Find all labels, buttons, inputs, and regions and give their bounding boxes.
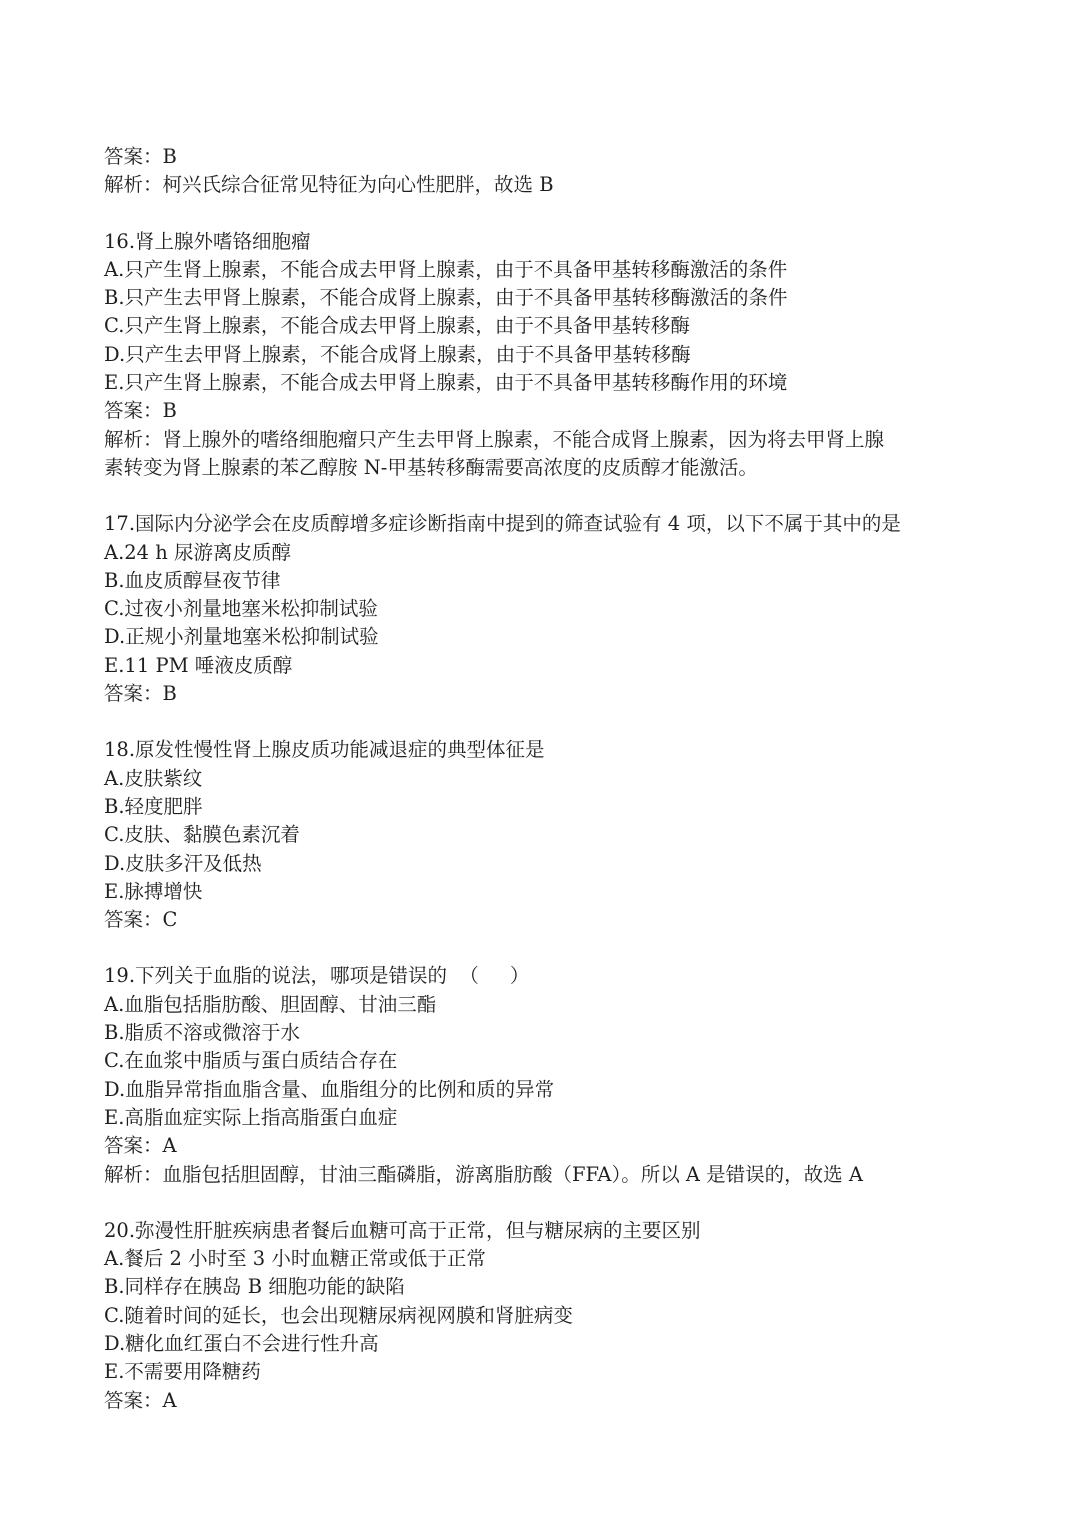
answer-line: 答案：C	[104, 908, 178, 932]
option-c: C.在血浆中脂质与蛋白质结合存在	[104, 1049, 398, 1073]
option-a: A.餐后 2 小时至 3 小时血糖正常或低于正常	[104, 1247, 486, 1271]
option-e: E.只产生肾上腺素，不能合成去甲肾上腺素，由于不具备甲基转移酶作用的环境	[104, 371, 788, 395]
option-b: B.同样存在胰岛 B 细胞功能的缺陷	[104, 1275, 405, 1299]
analysis-line: 解析：柯兴氏综合征常见特征为向心性肥胖，故选 B	[104, 173, 554, 197]
option-c: C.随着时间的延长，也会出现糖尿病视网膜和肾脏病变	[104, 1303, 573, 1327]
question-stem: 17.国际内分泌学会在皮质醇增多症诊断指南中提到的筛查试验有 4 项，以下不属于其中的是	[104, 512, 901, 536]
question-stem: 16.肾上腺外嗜铬细胞瘤	[104, 229, 311, 253]
option-b: B.脂质不溶或微溶于水	[104, 1021, 301, 1045]
question-16	[104, 228, 1000, 483]
option-b: B.轻度肥胖	[104, 794, 203, 818]
answer-line: 答案：A	[104, 1134, 177, 1158]
option-a: A.血脂包括脂肪酸、胆固醇、甘油三酯	[104, 992, 437, 1016]
analysis-line: 解析：血脂包括胆固醇，甘油三酯磷脂，游离脂肪酸（FFA）。所以 A 是错误的，故选 A	[104, 1162, 863, 1186]
option-e: E.高脂血症实际上指高脂蛋白血症	[104, 1105, 398, 1129]
question-stem: 19.下列关于血脂的说法，哪项是错误的 （ ）	[104, 964, 530, 988]
answer-line: 答案：B	[104, 682, 177, 706]
answer-line: 答案：B	[104, 399, 177, 423]
option-e: E.11 PM 唾液皮质醇	[104, 653, 293, 677]
question-20	[104, 1217, 1000, 1415]
question-17	[104, 510, 1000, 708]
question-stem: 20.弥漫性肝脏疾病患者餐后血糖可高于正常，但与糖尿病的主要区别	[104, 1218, 701, 1242]
answer-line: 答案：A	[104, 1388, 177, 1412]
option-c: C.皮肤、黏膜色素沉着	[104, 823, 300, 847]
option-d: D.正规小剂量地塞米松抑制试验	[104, 625, 379, 649]
option-b: B.只产生去甲肾上腺素，不能合成肾上腺素，由于不具备甲基转移酶激活的条件	[104, 286, 788, 310]
option-d: D.血脂异常指血脂含量、血脂组分的比例和质的异常	[104, 1077, 555, 1101]
option-e: E.脉搏增快	[104, 879, 203, 903]
answer-line: 答案：B	[104, 145, 177, 168]
option-a: A.皮肤紫纹	[104, 766, 203, 790]
option-b: B.血皮质醇昼夜节律	[104, 568, 281, 592]
option-e: E.不需要用降糖药	[104, 1360, 261, 1384]
analysis-line: 解析：肾上腺外的嗜络细胞瘤只产生去甲肾上腺素，不能合成肾上腺素，因为将去甲肾上腺	[104, 427, 885, 451]
question-18	[104, 736, 1000, 934]
option-d: D.皮肤多汗及低热	[104, 851, 262, 875]
option-c: C.只产生肾上腺素，不能合成去甲肾上腺素，由于不具备甲基转移酶	[104, 314, 690, 338]
question-stem: 18.原发性慢性肾上腺皮质功能减退症的典型体征是	[104, 738, 545, 762]
option-c: C.过夜小剂量地塞米松抑制试验	[104, 597, 378, 621]
analysis-line: 素转变为肾上腺素的苯乙醇胺 N-甲基转移酶需要高浓度的皮质醇才能激活。	[104, 455, 758, 479]
question-19	[104, 962, 1000, 1188]
previous-question-tail	[104, 143, 1000, 200]
option-a: A.只产生肾上腺素，不能合成去甲肾上腺素，由于不具备甲基转移酶激活的条件	[104, 257, 788, 281]
option-d: D.糖化血红蛋白不会进行性升高	[104, 1331, 379, 1355]
option-d: D.只产生去甲肾上腺素，不能合成肾上腺素，由于不具备甲基转移酶	[104, 342, 691, 366]
option-a: A.24 h 尿游离皮质醇	[104, 540, 292, 564]
